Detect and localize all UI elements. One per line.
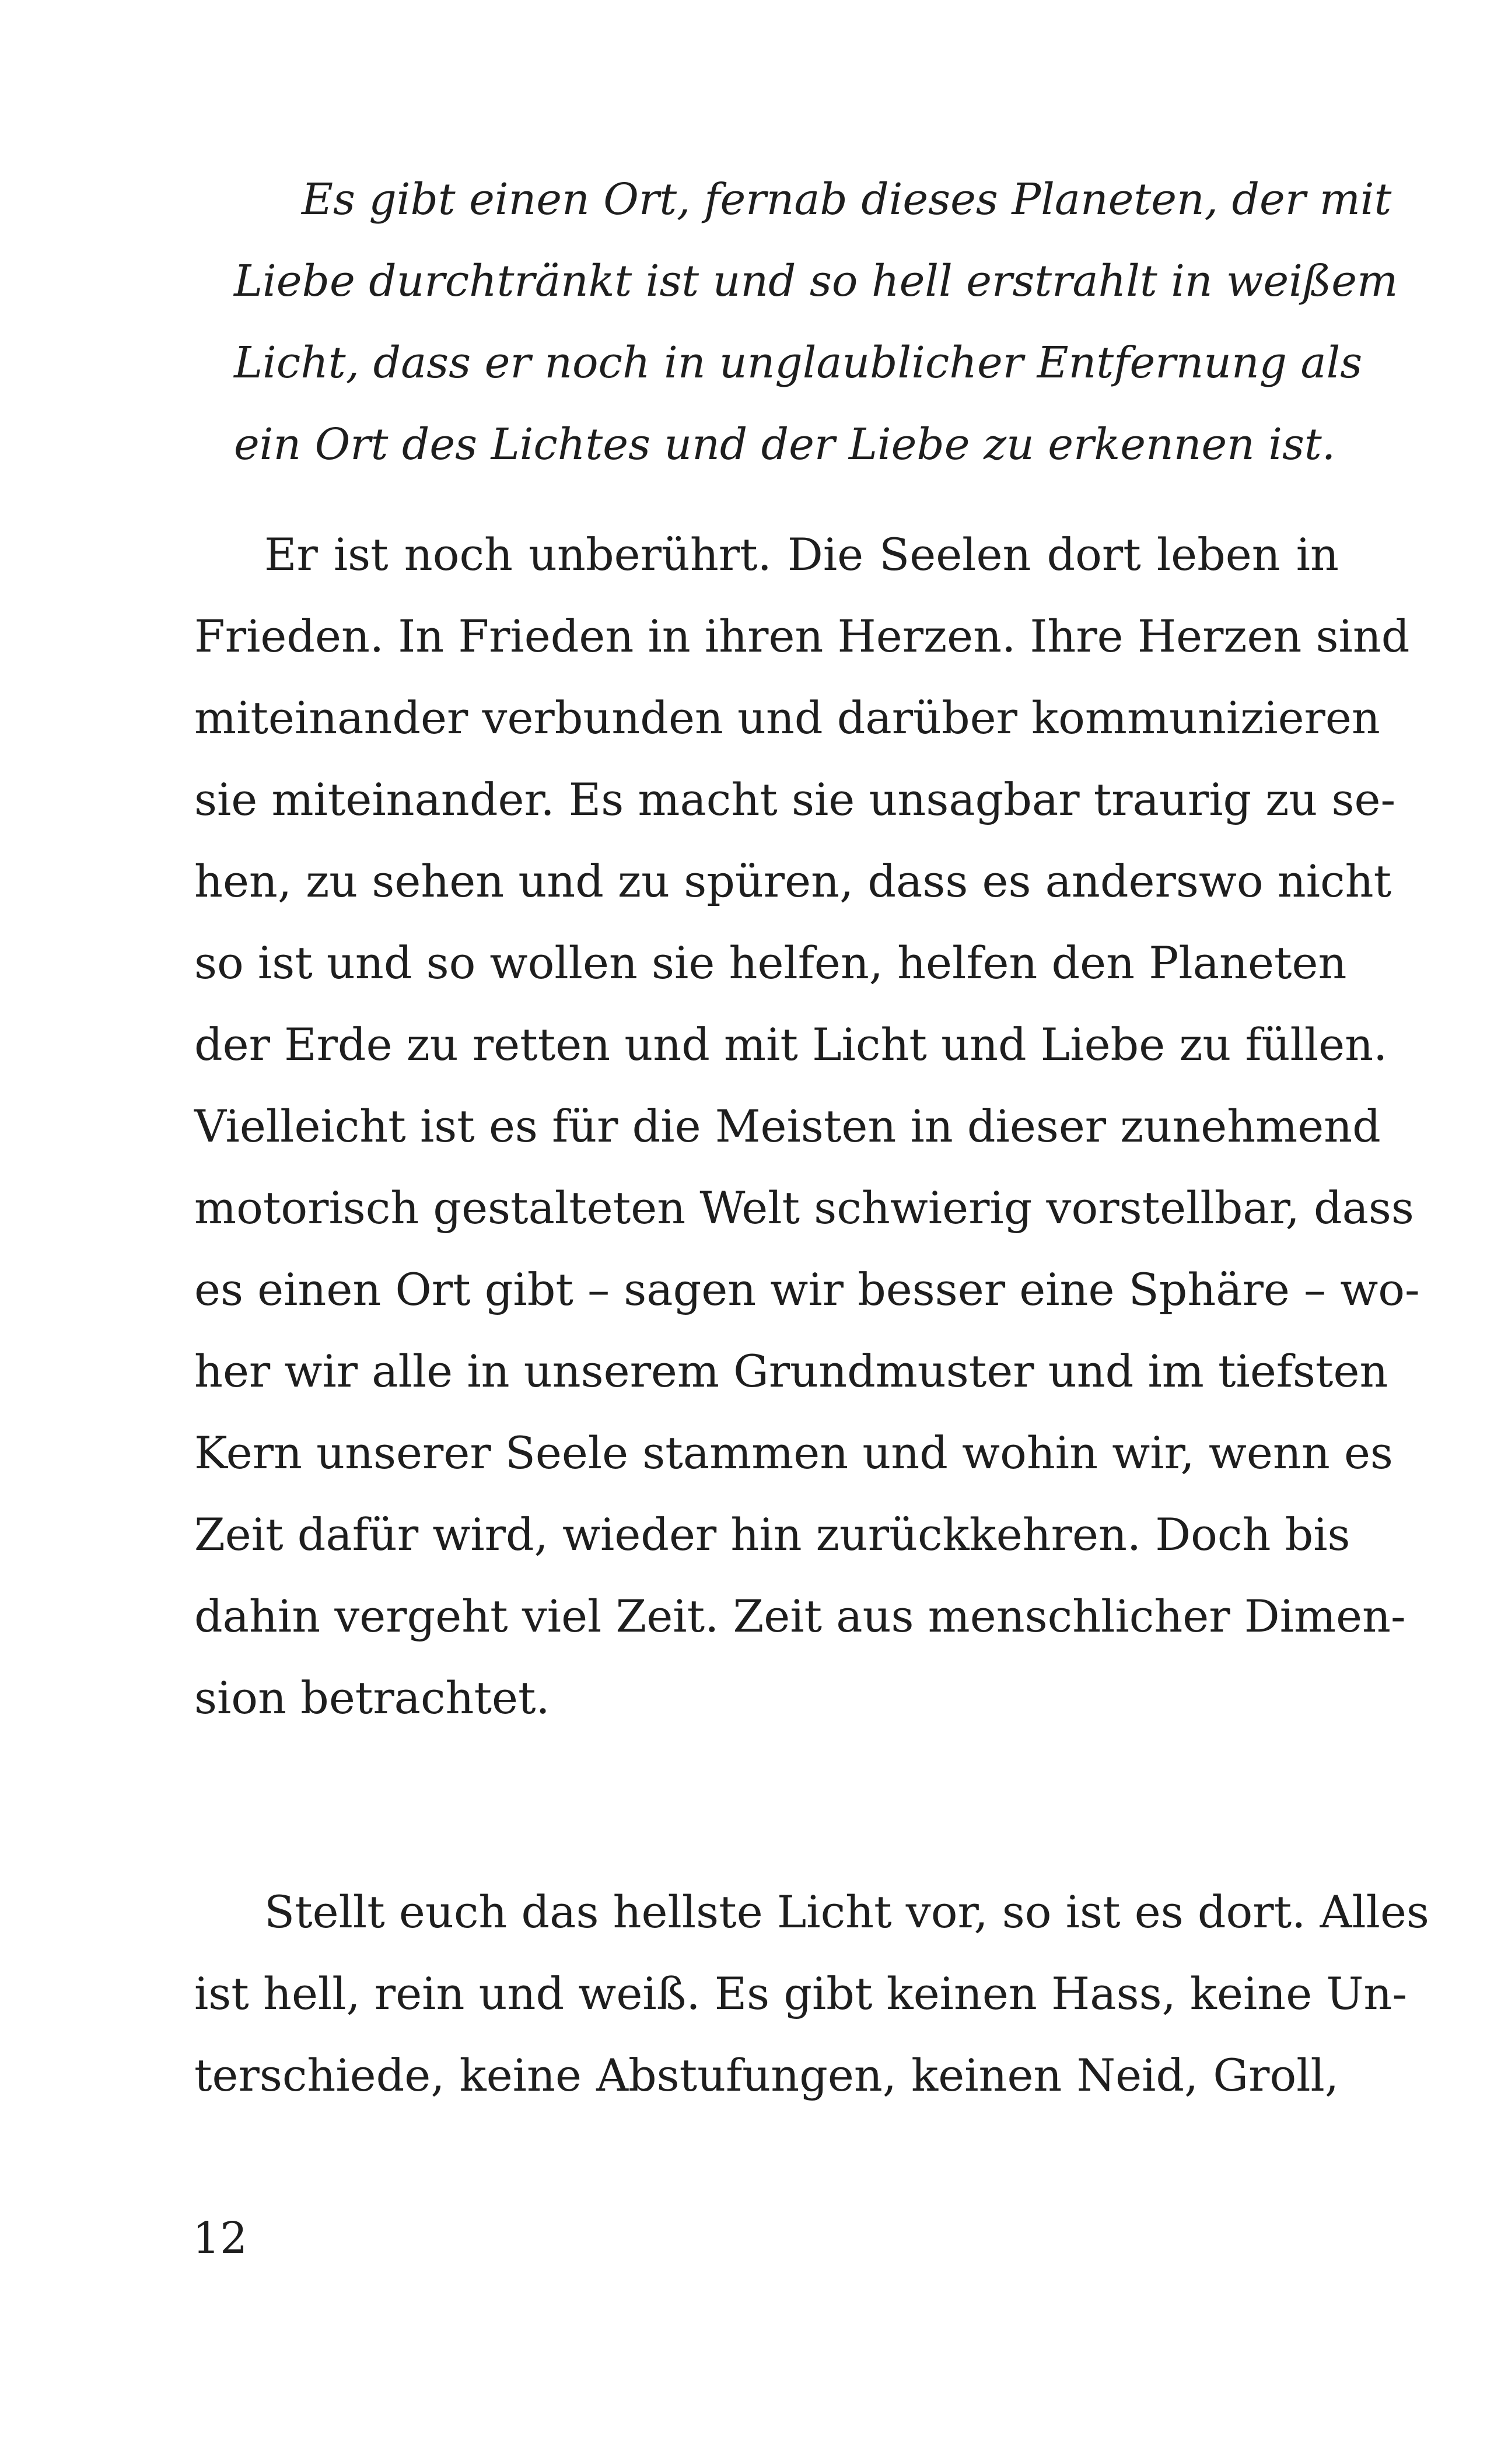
quote-line: ein Ort des Lichtes und der Liebe zu erkennen ist. (234, 419, 1336, 470)
paragraph-line: Zeit dafür wird, wieder hin zurückkehren. Doch bis (194, 1508, 1350, 1560)
paragraph-line: der Erde zu retten und mit Licht und Liebe zu füllen. (194, 1019, 1388, 1070)
paragraph-line: Er ist noch unberührt. Die Seelen dort leben in (264, 528, 1339, 580)
paragraph-line: dahin vergeht viel Zeit. Zeit aus menschlicher Dimen- (194, 1590, 1406, 1642)
paragraph-line: motorisch gestalteten Welt schwierig vorstellbar, dass (194, 1182, 1414, 1234)
paragraph-line: Frieden. In Frieden in ihren Herzen. Ihre Herzen sind (194, 610, 1410, 662)
quote-line: Licht, dass er noch in unglaublicher Entfernung als (234, 338, 1363, 388)
paragraph-line: her wir alle in unserem Grundmuster und im tiefsten (194, 1345, 1388, 1397)
paragraph-line: ist hell, rein und weiß. Es gibt keinen Hass, keine Un- (194, 1968, 1408, 2020)
paragraph-line: terschiede, keine Abstufungen, keinen Neid, Groll, (194, 2049, 1339, 2101)
paragraph-line: Stellt euch das hellste Licht vor, so ist es dort. Alles (264, 1886, 1429, 1938)
page-number: 12 (193, 2213, 248, 2263)
paragraph-line: sie miteinander. Es macht sie unsagbar traurig zu se- (194, 774, 1396, 825)
paragraph-line: Kern unserer Seele stammen und wohin wir, wenn es (194, 1427, 1393, 1479)
paragraph-line: hen, zu sehen und zu spüren, dass es anderswo nicht (194, 855, 1392, 907)
paragraph-line: miteinander verbunden und darüber kommunizieren (194, 692, 1380, 744)
quote-line: Liebe durchtränkt ist und so hell erstrahlt in weißem (234, 256, 1398, 306)
paragraph-line: so ist und so wollen sie helfen, helfen den Planeten (194, 937, 1347, 989)
paragraph-line: sion betrachtet. (194, 1672, 550, 1724)
quote-line: Es gibt einen Ort, fernab dieses Planeten, der mit (302, 174, 1392, 225)
paragraph-line: Vielleicht ist es für die Meisten in dieser zunehmend (194, 1100, 1381, 1152)
paragraph-line: es einen Ort gibt – sagen wir besser eine Sphäre – wo- (194, 1264, 1420, 1315)
